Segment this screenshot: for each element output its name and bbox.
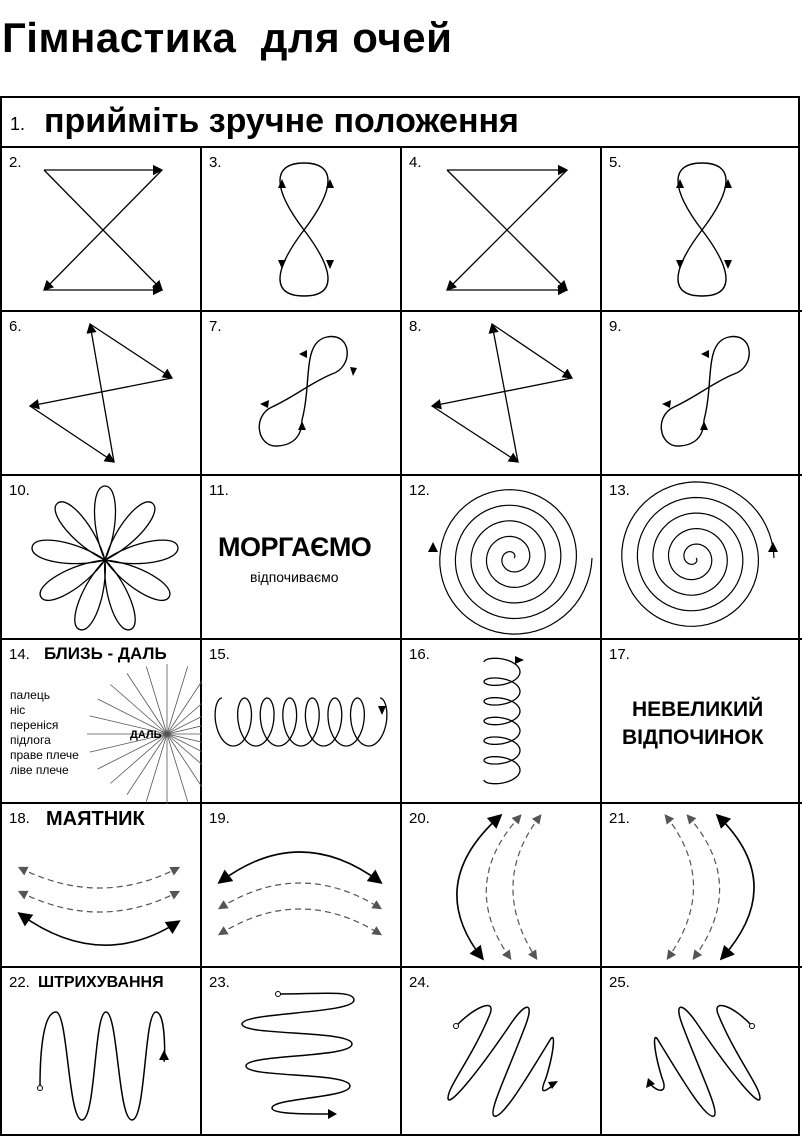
ray-line (167, 666, 188, 734)
exercise-cell-14 (2, 640, 202, 804)
diagonal-zigzag-icon (602, 968, 800, 1134)
exercise-number: 23. (209, 974, 230, 991)
ray-line (167, 734, 188, 802)
exercise-number: 12. (409, 482, 430, 499)
exercise-number: 9. (609, 318, 622, 335)
exercise-number: 1. (10, 114, 26, 134)
exercise-cell-2 (2, 148, 202, 312)
exercise-cell-25 (602, 968, 802, 1134)
ray-line (127, 673, 167, 734)
list-item: палець (10, 688, 50, 702)
exercise-cell-23 (202, 968, 402, 1134)
ray-line (110, 685, 167, 735)
exercise-cell-11 (202, 476, 402, 640)
list-item: ніс (10, 703, 26, 717)
exercise-number: 14. (9, 646, 30, 663)
spiral-icon (402, 476, 602, 640)
exercise-number: 21. (609, 810, 630, 827)
ray-line (127, 734, 167, 795)
exercise-cell-22 (2, 968, 202, 1134)
exercise-cell-6 (2, 312, 202, 476)
exercise-1-row (2, 98, 798, 148)
exercise-1-text: прийміть зручне положення (44, 102, 519, 140)
exercise-number: 2. (9, 154, 22, 171)
rest-label-line2: ВІДПОЧИНОК (622, 726, 764, 749)
exercise-number: 3. (209, 154, 222, 171)
horizontal-coil-icon (202, 640, 402, 804)
list-item: переніся (10, 718, 59, 732)
exercise-number: 10. (9, 482, 30, 499)
exercise-number: 7. (209, 318, 222, 335)
vertical-coil-icon (402, 640, 602, 804)
exercise-number: 19. (209, 810, 230, 827)
blink-sublabel: відпочиваємо (250, 569, 339, 585)
rest-label-line1: НЕВЕЛИКИЙ (632, 698, 764, 721)
x-cross-icon (402, 148, 602, 312)
exercise-number: 6. (9, 318, 22, 335)
list-item: ліве плече (10, 763, 69, 777)
exercise-cell-9 (602, 312, 802, 476)
exercise-number: 24. (409, 974, 430, 991)
exercise-cell-13 (602, 476, 802, 640)
zigzag-diagonal-icon (2, 312, 202, 476)
exercise-number: 11. (209, 482, 229, 499)
exercise-number: 4. (409, 154, 422, 171)
exercise-number: 18. (9, 810, 30, 827)
exercise-cell-8 (402, 312, 602, 476)
horizontal-zigzag-icon (202, 968, 402, 1134)
near-far-label: БЛИЗЬ - ДАЛЬ (44, 644, 167, 663)
exercise-cell-24 (402, 968, 602, 1134)
exercise-number: 22. (9, 974, 30, 991)
spiral-icon (602, 476, 800, 640)
far-label: ДАЛЬ (130, 729, 162, 741)
exercise-number: 16. (409, 646, 430, 663)
exercise-cell-12 (402, 476, 602, 640)
exercise-sheet (0, 96, 800, 1136)
x-cross-icon (2, 148, 202, 312)
list-item: підлога (10, 733, 51, 747)
exercise-number: 13. (609, 482, 630, 499)
exercise-cell-16 (402, 640, 602, 804)
vertical-arcs-icon (602, 804, 800, 968)
hatching-wave-icon (2, 968, 202, 1134)
pendulum-arcs-icon (2, 804, 202, 968)
ray-line (146, 734, 167, 802)
figure-eight-diagonal-icon (602, 312, 800, 476)
vertical-arcs-icon (402, 804, 602, 968)
figure-eight-diagonal-icon (202, 312, 402, 476)
pendulum-label: МАЯТНИК (46, 808, 145, 830)
blink-label: МОРГАЄМО (218, 532, 372, 562)
exercise-number: 5. (609, 154, 622, 171)
exercise-cell-10 (2, 476, 202, 640)
figure-eight-vertical-icon (602, 148, 800, 312)
figure-eight-vertical-icon (202, 148, 402, 312)
exercise-number: 15. (209, 646, 230, 663)
zigzag-diagonal-icon (402, 312, 602, 476)
exercise-cell-4 (402, 148, 602, 312)
exercise-number: 25. (609, 974, 630, 991)
flower-petals-icon (2, 476, 202, 640)
diagonal-zigzag-icon (402, 968, 602, 1134)
arc-arrows-icon (202, 804, 402, 968)
exercise-cell-18 (2, 804, 202, 968)
exercise-number: 20. (409, 810, 430, 827)
exercise-cell-21 (602, 804, 802, 968)
exercise-cell-15 (202, 640, 402, 804)
ray-line (146, 666, 167, 734)
page-title: Гімнастика для очей (2, 14, 453, 61)
near-targets-list (10, 688, 79, 778)
list-item: праве плече (10, 748, 79, 762)
exercise-number: 8. (409, 318, 422, 335)
exercise-cell-19 (202, 804, 402, 968)
exercise-number: 17. (609, 646, 630, 663)
exercise-cell-5 (602, 148, 802, 312)
exercise-cell-20 (402, 804, 602, 968)
exercise-cell-17 (602, 640, 802, 804)
exercise-cell-3 (202, 148, 402, 312)
exercise-cell-7 (202, 312, 402, 476)
hatching-label: ШТРИХУВАННЯ (38, 974, 164, 991)
